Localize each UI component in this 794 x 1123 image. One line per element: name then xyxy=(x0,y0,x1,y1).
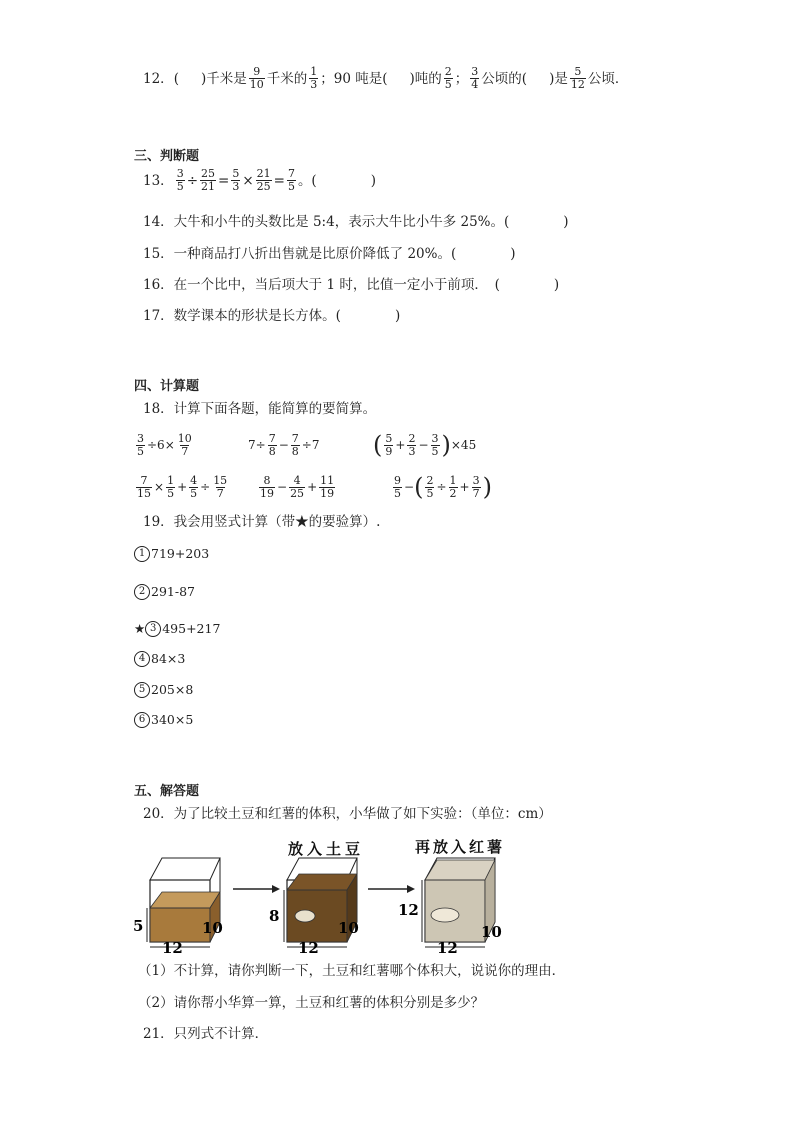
potato-icon xyxy=(295,910,315,922)
sweet-potato-icon xyxy=(431,908,459,922)
question-15: 15．一种商品打八折出售就是比原价降低了 20%。( ) xyxy=(143,246,516,262)
question-18: 18．计算下面各题，能简算的要简算。 xyxy=(143,401,377,417)
fraction: $\frac{3}{4}$ xyxy=(471,65,479,91)
fraction: $\frac{2}{5}$ xyxy=(444,65,452,91)
container-3 xyxy=(398,858,502,955)
calc-expression: 205×8 xyxy=(151,682,194,697)
q12-number: 12． xyxy=(143,70,174,87)
question-20: 20．为了比较土豆和红薯的体积，小华做了如下实验：（单位：cm） xyxy=(143,806,552,822)
question-17: 17．数学课本的形状是长方体。( ) xyxy=(143,308,401,324)
calc-item xyxy=(134,711,193,729)
label-put-potato: 放入土豆 xyxy=(288,840,365,858)
calc-expression: 84×3 xyxy=(151,651,186,666)
arrow-right-icon xyxy=(368,885,415,893)
container-1 xyxy=(133,858,223,955)
circled-number: 2 xyxy=(134,584,150,600)
arrow-right-icon xyxy=(233,885,280,893)
svg-text:12: 12 xyxy=(437,939,458,955)
question-20-1: （1）不计算，请你判断一下，土豆和红薯哪个体积大，说说你的理由． xyxy=(138,963,566,979)
circled-number: 6 xyxy=(134,712,150,728)
fraction: $\frac{1}{3}$ xyxy=(310,65,318,91)
question-19: 19．我会用竖式计算（带★的要验算）. xyxy=(143,514,381,530)
expr-4: $\frac{7}{15}$ × $\frac{1}{5}$ + $\frac{4}{5}$ ÷ $\frac{15}{7}$ xyxy=(137,473,228,500)
svg-text:10: 10 xyxy=(202,919,223,937)
fraction: $\frac{7}{5}$ xyxy=(287,167,295,193)
fraction: $\frac{5}{3}$ xyxy=(232,167,240,193)
expr-5: $\frac{8}{19}$ − $\frac{4}{25}$ + $\frac{11}{19}$ xyxy=(260,473,335,500)
question-14: 14．大牛和小牛的头数比是 5:4，表示大牛比小牛多 25%。( ) xyxy=(143,214,569,230)
fraction: $\frac{3}{5}$ xyxy=(176,167,184,193)
question-13: 13． $\frac{3}{5}$ ÷ $\frac{25}{21}$ = $\frac{5}{3}$ × $\frac{21}{25}$ = $\frac{7}{5}$ 。( ) xyxy=(143,167,376,193)
svg-text:10: 10 xyxy=(338,919,359,937)
label-put-sweet-potato: 再放入红薯 xyxy=(415,838,506,856)
calc-expression: 340×5 xyxy=(151,712,194,727)
section-5-title: 五、解答题 xyxy=(134,784,200,799)
expr-1: $\frac{3}{5}$ ÷6× $\frac{10}{7}$ xyxy=(137,431,192,458)
question-21: 21．只列式不计算． xyxy=(143,1026,269,1042)
svg-text:5: 5 xyxy=(133,917,144,935)
fraction: $\frac{21}{25}$ xyxy=(256,167,271,193)
section-3-title: 三、判断题 xyxy=(134,149,200,164)
circled-number: 5 xyxy=(134,682,150,698)
experiment-figure xyxy=(130,830,530,955)
calc-item xyxy=(134,681,193,699)
calc-expression: 291-87 xyxy=(151,584,195,599)
fraction: $\frac{5}{12}$ xyxy=(570,65,585,91)
question-20-2: （2）请你帮小华算一算，土豆和红薯的体积分别是多少？ xyxy=(138,995,485,1011)
fraction: $\frac{25}{21}$ xyxy=(201,167,215,193)
expr-2: 7÷ $\frac{7}{8}$ − $\frac{7}{8}$ ÷7 xyxy=(248,431,320,458)
question-12: 12． ( ) 千米是 $\frac{9}{10}$ 千米的 $\frac{1}{3}$ ；90 吨是 ( ) 吨的 $\frac{2}{5}$ ； $\frac{3}{4}$ 公顷的 ( ) 是 $\frac{5}{12}$ 公顷． xyxy=(143,65,629,91)
expr-3: ( $\frac{5}{9}$ + $\frac{2}{3}$ − $\frac{3}{5}$ ) ×45 xyxy=(373,431,477,459)
calc-expression: 495+217 xyxy=(162,621,221,636)
expr-6: $\frac{9}{5}$ − ( $\frac{2}{5}$ ÷ $\frac{1}{2}$ + $\frac{3}{7}$ ) xyxy=(394,473,492,501)
svg-text:10: 10 xyxy=(481,923,502,941)
circled-number: 3 xyxy=(145,621,161,637)
calc-expression: 719+203 xyxy=(151,546,210,561)
fraction: $\frac{9}{10}$ xyxy=(249,65,264,91)
svg-text:12: 12 xyxy=(298,939,319,955)
circled-number: 4 xyxy=(134,651,150,667)
calc-item xyxy=(134,583,195,601)
circled-number: 1 xyxy=(134,546,150,562)
calc-item xyxy=(134,545,209,563)
star-icon: ★ xyxy=(134,621,146,636)
container-2 xyxy=(269,858,359,955)
svg-text:8: 8 xyxy=(269,907,280,925)
question-16: 16．在一个比中，当后项大于 1 时，比值一定小于前项． ( ) xyxy=(143,277,560,293)
section-4-title: 四、计算题 xyxy=(134,379,200,394)
svg-text:12: 12 xyxy=(398,901,419,919)
svg-text:12: 12 xyxy=(162,939,183,955)
calc-item xyxy=(134,620,220,638)
calc-item xyxy=(134,650,185,668)
